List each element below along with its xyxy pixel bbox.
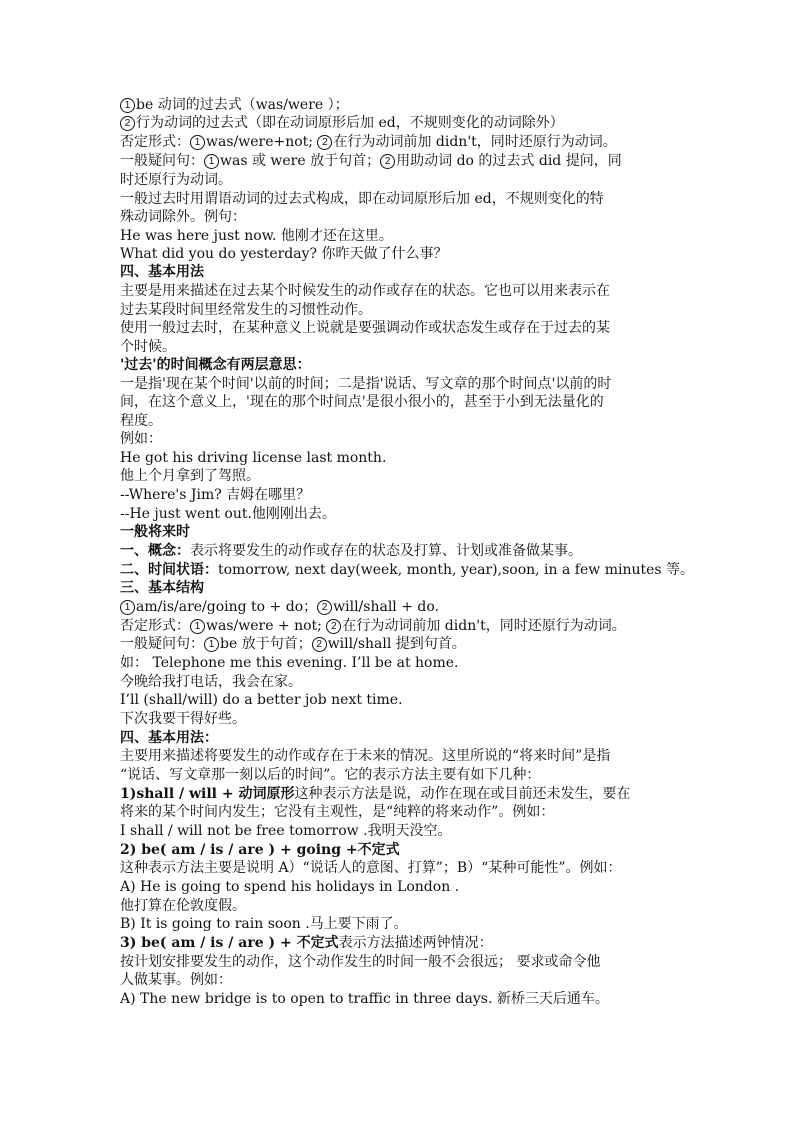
text-line <box>120 301 372 319</box>
text-line <box>120 803 554 821</box>
text-line <box>120 897 246 915</box>
text-line <box>120 673 302 691</box>
text-segment: 时还原行为动词。 <box>120 172 232 188</box>
text-segment: 表示将要发生的动作或存在的状态及打算、计划或准备做某事。 <box>190 543 582 559</box>
circled-number: 1 <box>190 619 205 634</box>
text-segment: 1)shall / will + 动词原形 <box>120 786 295 802</box>
circled-number: 2 <box>326 619 341 634</box>
text-segment: 一是指'现在某个时间'以前的时间；二是指'说话、写文章的那个时间点'以前的时 <box>120 376 612 392</box>
text-segment: 间，在这个意义上，'现在的那个时间点'是很小很小的，甚至于小到无法量化的 <box>120 394 604 410</box>
text-line <box>120 915 408 933</box>
text-segment: “说话、写文章那一刻以后的时间”。它的表示方法主要有如下几种： <box>120 767 541 783</box>
text-segment: 这种表示方法是说，动作在现在或目前还未发生，要在 <box>294 786 631 802</box>
circled-number: 2 <box>312 637 327 652</box>
text-segment: 四、基本用法 <box>120 264 204 280</box>
text-segment: What did you do yesterday? 你昨天做了什么事？ <box>120 246 448 262</box>
text-line <box>120 579 204 597</box>
text-segment: 使用一般过去时，在某种意义上说就是要强调动作或状态发生或存在于过去的某 <box>120 320 610 336</box>
text-line <box>120 747 610 765</box>
text-segment: I shall / will not be free tomorrow .我明天没空。 <box>120 823 452 839</box>
text-line <box>120 430 162 448</box>
text-segment: '过去'的时间概念有两层意思： <box>120 357 311 373</box>
text-line <box>120 598 439 616</box>
circled-number: 2 <box>317 135 332 150</box>
text-segment: 用助动词 do 的过去式 did 提问，同 <box>396 153 622 169</box>
text-line <box>120 190 604 208</box>
text-line <box>120 282 610 300</box>
circled-number: 2 <box>120 116 135 131</box>
text-segment: 例如： <box>120 431 162 447</box>
text-line <box>120 654 459 672</box>
text-segment: He got his driving license last month. <box>120 450 387 466</box>
text-segment: 程度。 <box>120 413 162 429</box>
text-line <box>120 635 466 653</box>
text-segment: be 动词的过去式（was/were ）； <box>136 97 349 113</box>
text-segment: 一般疑问句： <box>120 636 204 652</box>
text-segment: was 或 were 放于句首； <box>220 153 381 169</box>
text-segment: 个时候。 <box>120 339 176 355</box>
text-line <box>120 710 246 728</box>
text-segment: 表示方法描述两钟情况： <box>338 935 493 951</box>
text-line <box>120 934 493 952</box>
text-line <box>120 990 609 1008</box>
text-segment: 一般疑问句： <box>120 153 204 169</box>
text-line <box>120 766 540 784</box>
text-segment: 否定形式： <box>120 134 190 150</box>
text-line <box>120 953 600 971</box>
text-line <box>120 729 218 747</box>
text-segment: tomorrow, next day(week, month, year),soon, in a few minutes 等。 <box>218 562 695 578</box>
text-line <box>120 114 564 132</box>
text-segment: be 放于句首； <box>220 636 312 652</box>
circled-number: 1 <box>120 600 135 615</box>
text-line <box>120 393 604 411</box>
text-segment: 如： Telephone me this evening. I’ll be at home. <box>120 655 459 671</box>
text-line <box>120 356 311 374</box>
text-line <box>120 467 260 485</box>
text-line <box>120 523 190 541</box>
circled-number: 1 <box>120 98 135 113</box>
text-segment: 行为动词的过去式（即在动词原形后加 ed，不规则变化的动词除外） <box>136 115 564 131</box>
text-line <box>120 263 204 281</box>
text-segment: 下次我要干得好些。 <box>120 711 246 727</box>
circled-number: 1 <box>204 154 219 169</box>
text-line <box>120 691 403 709</box>
text-line <box>120 561 694 579</box>
text-segment: 将来的某个时间内发生；它没有主观性，是“纯粹的将来动作”。例如： <box>120 804 555 820</box>
text-segment: 今晚给我打电话，我会在家。 <box>120 674 302 690</box>
text-line <box>120 617 626 635</box>
text-segment: B) It is going to rain soon .马上要下雨了。 <box>120 916 408 932</box>
text-line <box>120 375 611 393</box>
text-line <box>120 208 246 226</box>
text-line <box>120 505 336 523</box>
text-line <box>120 971 232 989</box>
text-segment: was/were+not; <box>206 134 318 150</box>
text-segment: will/shall + do. <box>333 599 440 615</box>
text-line <box>120 227 393 245</box>
text-segment: 他打算在伦敦度假。 <box>120 898 246 914</box>
text-segment: 一、概念： <box>120 543 190 559</box>
text-line <box>120 96 349 114</box>
text-segment: A) He is going to spend his holidays in London . <box>120 879 460 895</box>
circled-number: 1 <box>204 637 219 652</box>
text-segment: was/were + not; <box>206 618 327 634</box>
text-line <box>120 841 400 859</box>
text-segment: 他上个月拿到了驾照。 <box>120 468 260 484</box>
text-line <box>120 486 310 504</box>
text-line <box>120 859 621 877</box>
text-line <box>120 245 447 263</box>
text-segment: 一般过去时用谓语动词的过去式构成，即在动词原形后加 ed，不规则变化的特 <box>120 191 604 207</box>
text-segment: --Where's Jim? 吉姆在哪里？ <box>120 487 311 503</box>
text-line <box>120 171 232 189</box>
text-segment: --He just went out.他刚刚出去。 <box>120 506 336 522</box>
text-segment: am/is/are/going to + do； <box>136 599 318 615</box>
text-segment: 2) be( am / is / are ) + going +不定式 <box>120 842 400 858</box>
text-segment: 一般将来时 <box>120 524 190 540</box>
text-line <box>120 449 386 467</box>
text-segment: 二、时间状语： <box>120 562 218 578</box>
text-segment: 过去某段时间里经常发生的习惯性动作。 <box>120 302 372 318</box>
text-line <box>120 319 610 337</box>
text-segment: 在行为动词前加 didn't，同时还原行为动词。 <box>342 618 626 634</box>
text-line <box>120 152 622 170</box>
text-segment: 这种表示方法主要是说明 A）“说话人的意图、打算”；B）“某种可能性”。例如： <box>120 860 622 876</box>
text-segment: will/shall 提到句首。 <box>327 636 466 652</box>
text-segment: He was here just now. 他刚才还在这里。 <box>120 228 393 244</box>
text-segment: 3) be( am / is / are ) + 不定式 <box>120 935 339 951</box>
text-segment: 三、基本结构 <box>120 580 204 596</box>
text-line <box>120 412 162 430</box>
text-line <box>120 878 459 896</box>
text-segment: 主要是用来描述在过去某个时候发生的动作或存在的状态。它也可以用来表示在 <box>120 283 610 299</box>
text-line <box>120 133 617 151</box>
circled-number: 2 <box>317 600 332 615</box>
text-segment: A) The new bridge is to open to traffic in three days. 新桥三天后通车。 <box>120 991 609 1007</box>
text-segment: 殊动词除外。例句： <box>120 209 246 225</box>
text-segment: 人做某事。例如： <box>120 972 232 988</box>
text-segment: I’ll (shall/will) do a better job next time. <box>120 692 403 708</box>
circled-number: 1 <box>190 135 205 150</box>
text-segment: 在行为动词前加 didn't，同时还原行为动词。 <box>333 134 617 150</box>
text-line <box>120 785 630 803</box>
text-segment: 否定形式： <box>120 618 190 634</box>
text-line <box>120 822 452 840</box>
text-line <box>120 542 582 560</box>
circled-number: 2 <box>380 154 395 169</box>
text-segment: 按计划安排要发生的动作，这个动作发生的时间一般不会很远； 要求或命令他 <box>120 954 601 970</box>
text-line <box>120 338 176 356</box>
text-segment: 四、基本用法： <box>120 730 218 746</box>
text-segment: 主要用来描述将要发生的动作或存在于未来的情况。这里所说的“将来时间”是指 <box>120 748 611 764</box>
